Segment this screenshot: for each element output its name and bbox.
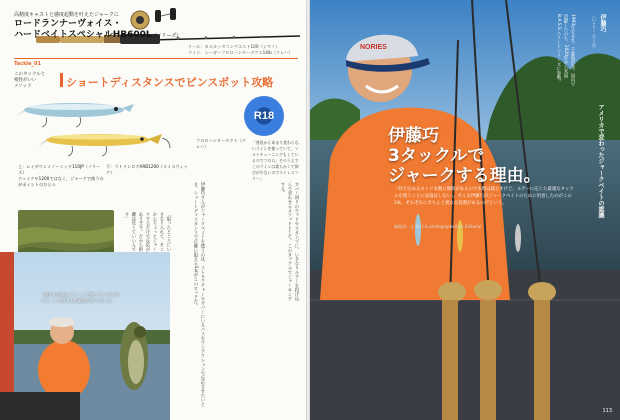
cap-brand: NORIES: [360, 44, 387, 51]
lure1-name: 上：レイダウンミノーミッド110JP（ノリーズ）: [18, 164, 101, 175]
lure-minnow-2: [38, 134, 170, 156]
rod-name-line2: ハードベイトスペシャルHB600L: [14, 30, 152, 40]
angler-bass-photo: [0, 252, 170, 420]
headline: [388, 126, 541, 186]
tackle-number: Tackle_01: [14, 61, 41, 67]
page-number: 113: [602, 408, 612, 414]
profile-reading: （いとう・たくみ）: [592, 14, 597, 50]
profile-name: 伊藤巧: [599, 14, 606, 32]
body-text-col3: 「狙ったところにいきなり入れて、そこからちょっとジャークするだけで反応があります。だから距離は近くていいんです」: [124, 212, 171, 252]
lead-text: 「持ち込めるロッド本数に制限があるので本数は減らすけど、ルアーに応じた最適なタックルを使うことに妥協はしない」。そんな伊藤巧がジャークベイトのために用意したのがこの3本。それぞれにきちんと異なる役割があるのだという。: [394, 187, 574, 206]
section-divider: [14, 58, 298, 59]
line-caption-maker: （クレハ）: [196, 138, 247, 149]
rod-maker: （ノリーズ）: [151, 33, 182, 39]
line-caption-body: 「普段からあまり変わらないラインを使っていて、ソルトチューニングもしているのでフロロ。そのうえでこのラインは柔らかくて伸びが少ないのでストレスフリー」: [252, 140, 299, 181]
line-spool: [244, 96, 284, 136]
line-spool-label: R18: [253, 110, 275, 122]
section-title-accent: [60, 73, 63, 87]
headline-line3: ジャークする理由。: [388, 166, 541, 186]
lure-minnow-1: [16, 103, 134, 127]
photo-caption: 「朝から何本かジャークで釣っていたのでスタートの時点では確信がありました」: [40, 292, 120, 303]
lure1-desc: ウェイクや1200ではなく、ジャークで使うのがポイントのひとつ: [18, 176, 104, 187]
profile-note: 1993年生まれ。千葉県出身。国内で活躍したのち、2020年から米国B.A.S.S.エリートシリーズに参戦。: [556, 14, 575, 87]
lure2-name: 下：ラトリンログARB1200（スミスウィック）: [106, 164, 188, 175]
line-caption-title-text: フロロハンタータクト: [196, 138, 238, 143]
section-label-line2: 相性がいい: [14, 78, 37, 83]
right-page: [310, 0, 620, 420]
section-label-line1: このタックルと: [14, 72, 46, 77]
left-page: [0, 0, 308, 420]
section-label: [14, 72, 45, 90]
line-caption: [196, 138, 248, 150]
body-text-col2: 伊藤巧さんがジャークベイトを使うのは、ストラクチャーやカバーにいるバスをワンアクションで反応させたいとき。ショートディスタンスで正確に狙える1本がこのロッドだ。: [193, 182, 205, 407]
side-heading: アメリカで変わったジャークベイトの認識: [597, 104, 604, 218]
line-caption-title: [196, 138, 248, 150]
rod-name: [14, 19, 181, 42]
headline-line2: 3タックルで: [388, 146, 485, 166]
profile-box: [582, 14, 614, 104]
lure-illustrations: [10, 94, 190, 174]
rod-spec-line: ライン：シーガーフロロハンターデクス14lb（クレハ）: [188, 50, 293, 55]
rod-name-line1: ロードランナーヴォイス・: [14, 19, 122, 29]
rod-spec-reel: リール：カルカッタコンクエスト100（シマノ）: [188, 44, 280, 49]
headline-name: 伊藤巧: [388, 126, 439, 146]
body-text-col1: カバー回りのウッドやスタンプに、いきなりルアーを投げ込んで食わせるメソッドとして、このタックルでジャーキングする。: [280, 182, 299, 301]
byline: 編集部＝文 Text & photographed by Editorial: [394, 224, 482, 229]
lure2-caption: [106, 164, 192, 176]
rod-caption: 高精度キャストと感度起動を叶えたジャークに: [14, 12, 119, 18]
lure1-caption: [18, 164, 104, 188]
rod-spec: [188, 44, 306, 56]
section-label-line3: メソッド: [14, 84, 32, 89]
section-title: ショートディスタンスでピンスポット攻略: [66, 76, 274, 89]
